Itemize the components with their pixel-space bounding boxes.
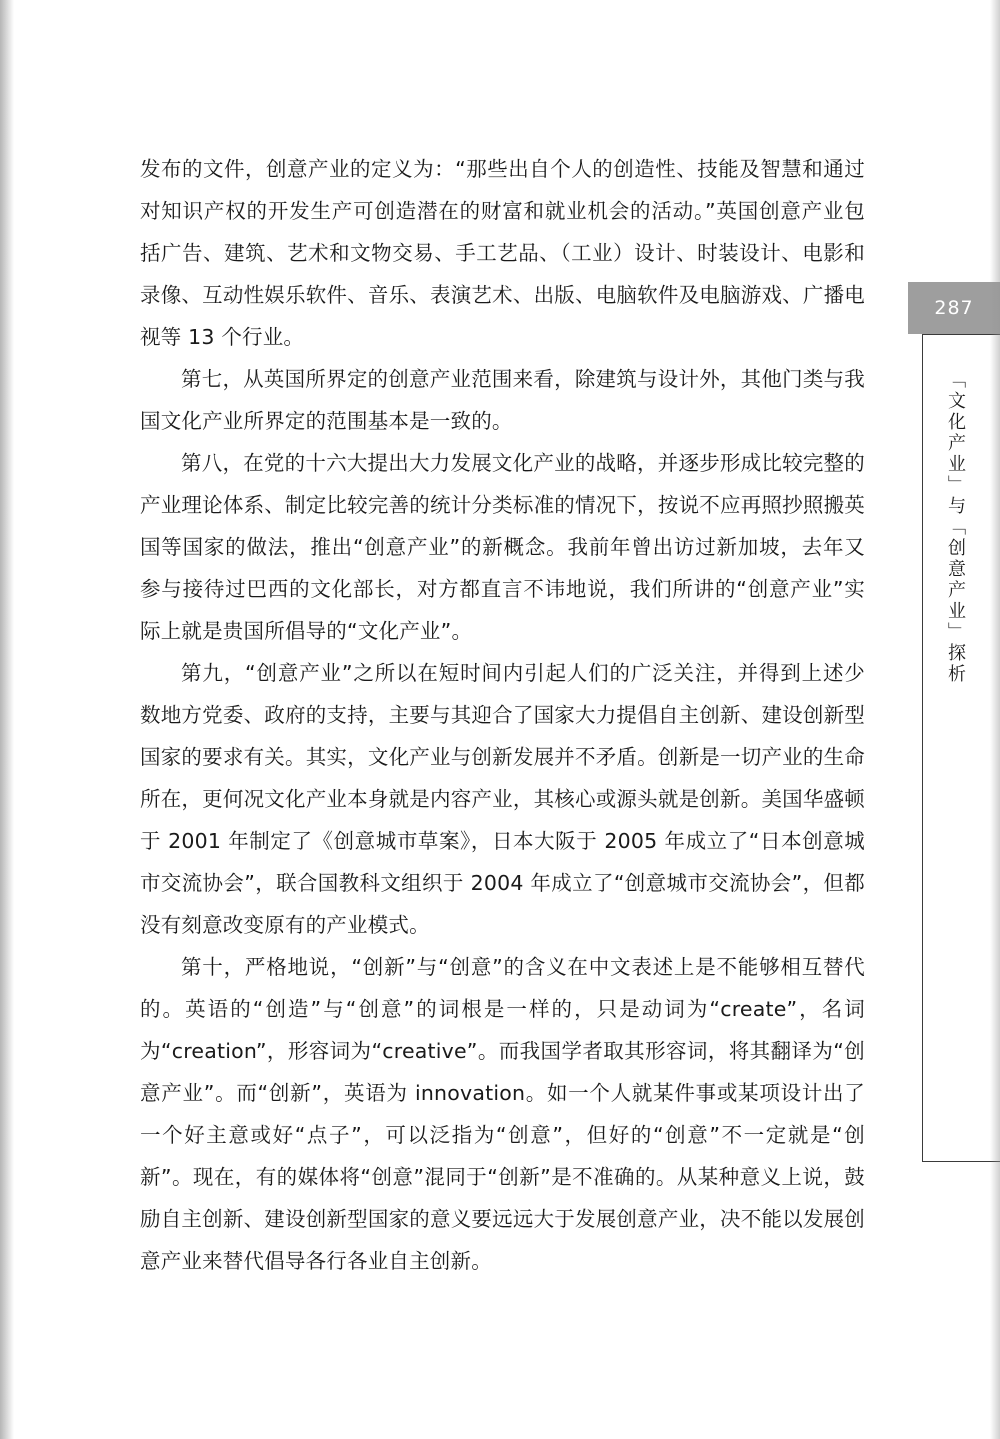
paragraph-continued: 发布的文件，创意产业的定义为：“那些出自个人的创造性、技能及智慧和通过对知识产权的开发生产可创造潜在的财富和就业机会的活动。”英国创意产业包括广告、建筑、艺术和文物交易、手工艺品、（工业）设计、时装设计、电影和录像、互动性娱乐软件、音乐、表演艺术、出版、电脑软件及电脑游戏、广播电视等 13 个行业。 [140, 157, 865, 349]
page-body-text [140, 148, 865, 1282]
running-head-vertical: 「文化产业」与「创意产业」探析 [945, 370, 966, 685]
page-side-tab [908, 282, 1000, 1162]
paragraph-seventh: 第七，从英国所界定的创意产业范围来看，除建筑与设计外，其他门类与我国文化产业所界定的范围基本是一致的。 [140, 367, 865, 433]
paragraph-eighth: 第八，在党的十六大提出大力发展文化产业的战略，并逐步形成比较完整的产业理论体系、制定比较完善的统计分类标准的情况下，按说不应再照抄照搬英国等国家的做法，推出“创意产业”的新概念。我前年曾出访过新加坡，去年又参与接待过巴西的文化部长，对方都直言不讳地说，我们所讲的“创意产业”实际上就是贵国所倡导的“文化产业”。 [140, 451, 865, 643]
paragraph-tenth: 第十，严格地说，“创新”与“创意”的含义在中文表述上是不能够相互替代的。英语的“创造”与“创意”的词根是一样的，只是动词为“create”，名词为“creation”，形容词为“creative”。而我国学者取其形容词，将其翻译为“创意产业”。而“创新”，英语为 innovation。如一个人就某件事或某项设计出了一个好主意或好“点子”，可以泛指为“创意”，但好的“创意”不一定就是“创新”。现在，有的媒体将“创意”混同于“创新”是不准确的。从某种意义上说，鼓励自主创新、建设创新型国家的意义要远远大于发展创意产业，决不能以发展创意产业来替代倡导各行各业自主创新。 [140, 955, 865, 1273]
paragraph-ninth: 第九，“创意产业”之所以在短时间内引起人们的广泛关注，并得到上述少数地方党委、政府的支持，主要与其迎合了国家大力提倡自主创新、建设创新型国家的要求有关。其实，文化产业与创新发展并不矛盾。创新是一切产业的生命所在，更何况文化产业本身就是内容产业，其核心或源头就是创新。美国华盛顿于 2001 年制定了《创意城市草案》，日本大阪于 2005 年成立了“日本创意城市交流协会”，联合国教科文组织于 2004 年成立了“创意城市交流协会”，但都没有刻意改变原有的产业模式。 [140, 661, 865, 937]
page-number: 287 [908, 282, 1000, 334]
